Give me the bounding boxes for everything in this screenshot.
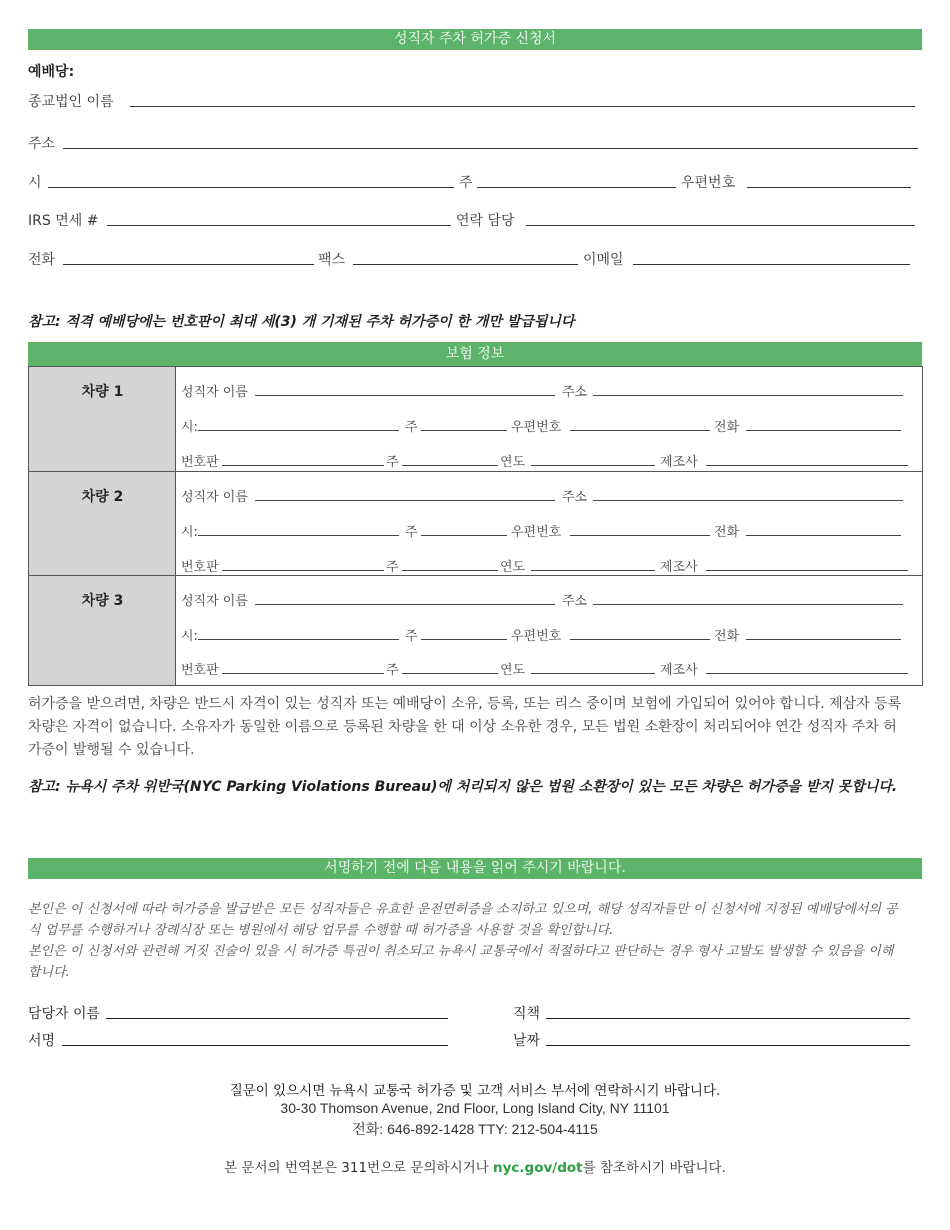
clergy-name-label: 성직자 이름 — [181, 490, 248, 505]
clergy-name-field[interactable] — [255, 500, 555, 501]
title-field[interactable] — [546, 1018, 910, 1019]
email-label: 이메일 — [583, 252, 624, 268]
make-label: 제조사 — [660, 663, 698, 678]
vehicle-city-label: 시: — [181, 420, 198, 435]
zip-label: 우편번호 — [681, 175, 736, 191]
nyc-dot-link[interactable]: nyc.gov/dot — [493, 1160, 583, 1176]
vehicle-table — [28, 366, 923, 686]
vehicle-phone-label: 전화 — [714, 525, 740, 540]
date-field[interactable] — [546, 1045, 910, 1046]
vehicle-zip-field[interactable] — [570, 639, 710, 640]
rep-name-label: 담당자 이름 — [28, 1006, 101, 1022]
year-label: 연도 — [500, 663, 526, 678]
vehicle-state-label: 주 — [405, 420, 418, 435]
vehicle-city-field[interactable] — [198, 535, 399, 536]
vehicle-state-label: 주 — [405, 629, 418, 644]
year-field[interactable] — [531, 465, 655, 466]
vehicle-phone-label: 전화 — [714, 420, 740, 435]
vehicle-address-field[interactable] — [593, 604, 903, 605]
vehicle-phone-label: 전화 — [714, 629, 740, 644]
state-field[interactable] — [477, 187, 676, 188]
date-label: 날짜 — [513, 1033, 541, 1049]
fax-field[interactable] — [353, 264, 578, 265]
signature-field[interactable] — [62, 1045, 448, 1046]
city-label: 시 — [28, 175, 42, 191]
vehicle-phone-field[interactable] — [746, 535, 901, 536]
plate-field[interactable] — [222, 570, 384, 571]
fax-label: 팩스 — [318, 252, 346, 268]
zip-field[interactable] — [747, 187, 911, 188]
vehicle-label: 차량 1 — [81, 384, 124, 400]
plate-label: 번호판 — [181, 455, 219, 470]
vehicle-address-field[interactable] — [593, 395, 903, 396]
vehicle-address-field[interactable] — [593, 500, 903, 501]
plate-label: 번호판 — [181, 560, 219, 575]
vehicle-zip-field[interactable] — [570, 430, 710, 431]
address-label: 주소 — [28, 136, 56, 152]
vehicle-city-label: 시: — [181, 629, 198, 644]
vehicle-row — [29, 367, 922, 471]
vehicle-label: 차량 2 — [81, 489, 124, 505]
eligibility-paragraph: 허가증을 받으려면, 차량은 반드시 자격이 있는 성직자 또는 예배당이 소유, 등록, 또는 리스 중이며 보험에 가입되어 있어야 합니다. 제삼자 등록 차량은 자격이 없습니다. 소유자가 동일한 이름으로 등록된 차량을 한 대 이상 소유한 경우, 모든 법원 소환장이 처리되어야 연간 성직자 주차 허가증이 발행될 수 있습니다. — [28, 696, 902, 758]
vehicle-state-field[interactable] — [421, 430, 507, 431]
to-label: 예배당: — [28, 64, 75, 80]
vehicle-city-field[interactable] — [198, 639, 399, 640]
vehicle-state-field[interactable] — [421, 639, 507, 640]
vehicle-zip-label: 우편번호 — [511, 420, 562, 435]
irs-field[interactable] — [107, 225, 451, 226]
vehicle-row — [29, 471, 922, 575]
vehicle-phone-field[interactable] — [746, 430, 901, 431]
translation-text-pre: 본 문서의 번역본은 311번으로 문의하시거나 — [224, 1160, 493, 1176]
make-field[interactable] — [706, 465, 908, 466]
clergy-name-label: 성직자 이름 — [181, 594, 248, 609]
make-label: 제조사 — [660, 455, 698, 470]
plate-limit-note: 참고: 적격 예배당에는 번호판이 최대 세(3) 개 기재된 주차 허가증이 한 개만 발급됩니다 — [28, 314, 575, 330]
contact-field[interactable] — [526, 225, 915, 226]
vehicle-row — [29, 575, 922, 685]
org-name-field[interactable] — [130, 106, 915, 107]
year-label: 연도 — [500, 455, 526, 470]
irs-label: IRS 면세 # — [28, 213, 99, 229]
year-field[interactable] — [531, 673, 655, 674]
city-field[interactable] — [48, 187, 454, 188]
vehicle-address-label: 주소 — [562, 594, 588, 609]
vehicle-city-label: 시: — [181, 525, 198, 540]
footer-phone: 전화: 646-892-1428 TTY: 212-504-4115 — [352, 1121, 598, 1137]
translation-text-post: 를 참조하시기 바랍니다. — [582, 1160, 726, 1176]
clergy-name-label: 성직자 이름 — [181, 385, 248, 400]
plate-state-label: 주 — [386, 663, 399, 678]
plate-state-field[interactable] — [402, 465, 498, 466]
signature-label: 서명 — [28, 1033, 56, 1049]
statement-1: 본인은 이 신청서에 따라 허가증을 발급받은 모든 성직자들은 유효한 운전면허증을 소지하고 있으며, 해당 성직자들만 이 신청서에 지정된 예배당에서의 공식 업무를 수행하거나 장례식장 또는 병원에서 해당 업무를 수행할 때 허가증을 사용할 것을 확인합니다. — [28, 902, 898, 938]
plate-state-label: 주 — [386, 560, 399, 575]
vehicle-zip-label: 우편번호 — [511, 629, 562, 644]
year-field[interactable] — [531, 570, 655, 571]
vehicle-header — [29, 576, 176, 685]
contact-label: 연락 담당 — [456, 213, 515, 229]
insurance-title: 보험 정보 — [28, 342, 922, 366]
vehicle-header — [29, 472, 176, 575]
vehicle-city-field[interactable] — [198, 430, 399, 431]
footer-address: 30-30 Thomson Avenue, 2nd Floor, Long Island City, NY 11101 — [280, 1100, 670, 1116]
phone-field[interactable] — [63, 264, 314, 265]
org-name-label: 종교법인 이름 — [28, 94, 114, 110]
signature-title: 서명하기 전에 다음 내용을 읽어 주시기 바랍니다. — [28, 858, 922, 879]
statement-2: 본인은 이 신청서와 관련해 거짓 진술이 있을 시 허가증 특권이 취소되고 뉴욕시 교통국에서 적절하다고 판단하는 경우 형사 고발도 발생할 수 있음을 이해합니다. — [28, 944, 894, 980]
vehicle-address-label: 주소 — [562, 490, 588, 505]
plate-state-field[interactable] — [402, 570, 498, 571]
plate-field[interactable] — [222, 673, 384, 674]
state-label: 주 — [459, 175, 473, 191]
form-title: 성직자 주차 허가증 신청서 — [28, 29, 922, 50]
make-field[interactable] — [706, 673, 908, 674]
footer-contact: 질문이 있으시면 뉴욕시 교통국 허가증 및 고객 서비스 부서에 연락하시기 바랍니다. — [229, 1083, 721, 1099]
rep-name-field[interactable] — [106, 1018, 448, 1019]
vehicle-label: 차량 3 — [81, 593, 124, 609]
email-field[interactable] — [633, 264, 910, 265]
year-label: 연도 — [500, 560, 526, 575]
vehicle-zip-label: 우편번호 — [511, 525, 562, 540]
plate-label: 번호판 — [181, 663, 219, 678]
violations-note: 참고: 뉴욕시 주차 위반국(NYC Parking Violations Bureau)에 처리되지 않은 법원 소환장이 있는 모든 차량은 허가증을 받지 못합니다. — [28, 779, 898, 795]
vehicle-state-field[interactable] — [421, 535, 507, 536]
make-field[interactable] — [706, 570, 908, 571]
vehicle-state-label: 주 — [405, 525, 418, 540]
clergy-name-field[interactable] — [255, 395, 555, 396]
plate-field[interactable] — [222, 465, 384, 466]
vehicle-header — [29, 367, 176, 471]
title-label: 직책 — [513, 1006, 541, 1022]
vehicle-address-label: 주소 — [562, 385, 588, 400]
vehicle-phone-field[interactable] — [746, 639, 901, 640]
plate-state-field[interactable] — [402, 673, 498, 674]
phone-label: 전화 — [28, 252, 56, 268]
plate-state-label: 주 — [386, 455, 399, 470]
make-label: 제조사 — [660, 560, 698, 575]
clergy-name-field[interactable] — [255, 604, 555, 605]
footer-translation — [0, 1156, 950, 1176]
address-field[interactable] — [63, 148, 918, 149]
vehicle-zip-field[interactable] — [570, 535, 710, 536]
